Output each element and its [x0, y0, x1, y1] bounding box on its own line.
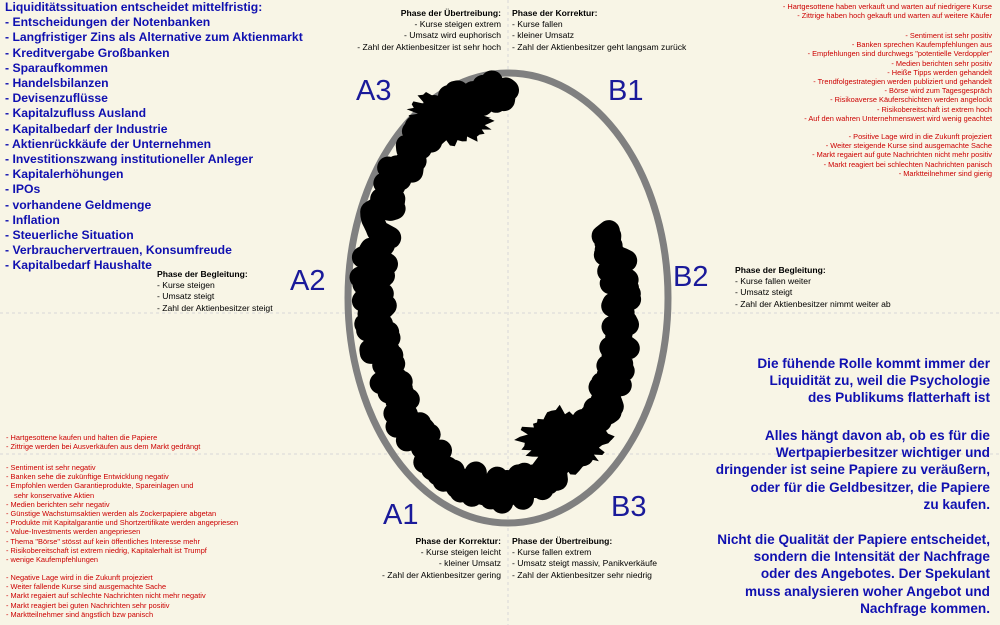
sentiment-top-group-2-line: - Risikoaverse Käuferschichten werden angelockt: [830, 95, 992, 105]
phase-a1-line: - Kurse steigen leicht: [420, 547, 501, 558]
sentiment-bottom-group-2-line: - Medien berichten sehr negativ: [6, 499, 110, 509]
liquidity-factor-item: - Verbrauchervertrauen, Konsumfreude: [5, 243, 232, 258]
sentiment-bottom-group-2-line: - Thema "Börse" stösst auf kein öffentliches Interesse mehr: [6, 536, 200, 546]
phase-b1-line: - Kurse fallen: [512, 19, 563, 30]
liquidity-factor-item: - IPOs: [5, 182, 41, 197]
phase-a3-line: - Zahl der Aktienbesitzer ist sehr hoch: [357, 41, 501, 52]
sentiment-top-group-3-line: - Markt reagiert bei schlechten Nachrichten panisch: [823, 159, 992, 169]
liquidity-factor-item: - Kapitalzufluss Ausland: [5, 106, 147, 121]
sentiment-top-group-3-line: - Positive Lage wird in die Zukunft projeziert: [848, 132, 992, 141]
sentiment-bottom-group-3-line: - Weiter fallende Kurse sind ausgemachte Sache: [6, 582, 167, 592]
note-paragraph-1-line: des Publikums flatterhaft ist: [807, 390, 990, 406]
liquidity-factor-item: - vorhandene Geldmenge: [5, 197, 152, 212]
sentiment-bottom-group-1: [6, 433, 200, 451]
sentiment-top-group-1-line: - Zittrige haben hoch gekauft und warten auf weitere Käufer: [797, 11, 992, 21]
liquidity-factor-item: - Kapitalbedarf der Industrie: [5, 121, 168, 136]
sentiment-top-group-1-line: - Hartgesottene haben verkauft und warten auf niedrigere Kurse: [782, 2, 992, 11]
label-b2: B2: [673, 261, 709, 293]
sentiment-bottom-group-2-line: - wenige Kaufempfehlungen: [6, 555, 99, 565]
note-paragraph-3-line: Nicht die Qualität der Papiere entscheidet,: [717, 532, 990, 547]
note-paragraph-2: [716, 427, 990, 513]
sentiment-bottom-group-1-line: - Zittrige werden bei Ausverkäufen aus dem Markt gedrängt: [6, 442, 201, 452]
sentiment-top-group-1: [783, 2, 992, 20]
note-paragraph-3-line: sondern die Intensität der Nachfrage: [753, 549, 990, 565]
note-paragraph-2-line: oder für die Geldbesitzer, die Papiere: [750, 479, 990, 495]
sentiment-bottom-group-2-line: - Sentiment ist sehr negativ: [6, 463, 96, 472]
phase-a2-line: - Zahl der Aktienbesitzer steigt: [157, 302, 273, 313]
phase-b1-line: - Zahl der Aktienbesitzer geht langsam zurück: [512, 41, 687, 52]
sentiment-top-group-2-line: - Medien berichten sehr positiv: [891, 58, 992, 68]
sentiment-bottom-group-2: [6, 463, 238, 564]
label-a1: A1: [383, 499, 419, 531]
phase-a3-line: - Kurse steigen extrem: [414, 19, 501, 30]
phase-a1: [339, 536, 501, 581]
sentiment-top-group-2-line: - Sentiment ist sehr positiv: [905, 31, 992, 40]
sentiment-top-group-2-line: - Heiße Tipps werden gehandelt: [887, 67, 992, 77]
sentiment-bottom-group-3-line: - Markt regaiert auf schlechte Nachrichten nicht mehr negativ: [6, 591, 206, 601]
sentiment-top-group-3-line: - Markt regaiert auf gute Nachrichten nicht mehr positiv: [812, 150, 992, 160]
sentiment-top-group-2: [804, 31, 992, 123]
note-paragraph-2-line: Alles hängt davon ab, ob es für die: [764, 428, 990, 443]
liquidity-factor-item: - Devisenzuflüsse: [5, 91, 108, 106]
note-paragraph-2-line: Wertpapierbesitzer wichtiger und: [775, 445, 990, 461]
sentiment-bottom-group-2-line: - Value-Investments werden angepriesen: [6, 527, 141, 537]
sentiment-top-group-2-line: - Auf den wahren Unternehmenswert wird wenig geachtet: [804, 113, 992, 123]
phase-a1-title: Phase der Korrektur:: [415, 536, 501, 546]
liquidity-factor-item: - Handelsbilanzen: [5, 76, 109, 91]
phase-b1: [512, 8, 686, 53]
sentiment-top-group-2-line: - Börse wird zum Tagesgespräch: [884, 86, 992, 96]
note-paragraph-3-line: muss analysieren woher Angebot und: [745, 583, 990, 599]
liquidity-factor-item: - Kreditvergabe Großbanken: [5, 45, 170, 60]
sentiment-bottom-group-1-line: - Hartgesottene kaufen und halten die Papiere: [6, 433, 158, 442]
sentiment-bottom-group-3-line: - Markt reagiert bei guten Nachrichten sehr positiv: [6, 600, 170, 610]
phase-b1-line: - kleiner Umsatz: [512, 30, 575, 41]
sentiment-top-group-3: [812, 132, 992, 178]
phase-b2: [735, 265, 891, 310]
liquidity-heading: Liquiditätssituation entscheidet mittelfristig:: [5, 0, 263, 14]
note-paragraph-3-line: oder des Angebotes. Der Spekulant: [760, 566, 990, 582]
phase-b3-line: - Umsatz steigt massiv, Panikverkäufe: [512, 558, 658, 569]
sentiment-top-group-2-line: - Empfehlungen sind durchwegs "potentielle Verdoppler": [807, 49, 992, 59]
sentiment-bottom-group-3-line: - Marktteilnehmer sind ängstlich bzw panisch: [6, 609, 154, 619]
phase-b3-title: Phase der Übertreibung:: [512, 536, 613, 546]
liquidity-factor-list: [5, 0, 315, 274]
liquidity-factor-item: - Sparaufkommen: [5, 60, 108, 75]
sentiment-top-group-3-line: - Marktteilnehmer sind gierig: [898, 168, 992, 178]
phase-b2-title: Phase der Begleitung:: [735, 265, 826, 275]
phase-a2: [157, 269, 273, 314]
note-paragraph-3: [717, 531, 990, 617]
sentiment-bottom-group-2-line: - Risikobereitschaft ist extrem niedrig, Kapitalerhalt ist Trumpf: [6, 545, 207, 555]
note-paragraph-1: [757, 355, 990, 407]
note-paragraph-2-line: zu kaufen.: [923, 496, 990, 512]
sentiment-top-group-2-line: - Banken sprechen Kaufempfehlungen aus: [851, 40, 992, 50]
label-a2: A2: [290, 265, 326, 297]
note-paragraph-3-line: Nachfrage kommen.: [860, 600, 990, 616]
phase-a3: [339, 8, 501, 53]
market-cycle-loop: [361, 81, 631, 502]
liquidity-factor-item: - Investitionszwang institutioneller Anleger: [5, 152, 254, 167]
sentiment-bottom-group-3: [6, 573, 206, 619]
note-paragraph-1-line: Liquidität zu, weil die Psychologie: [769, 373, 990, 389]
sentiment-bottom-group-2-line: - Produkte mit Kapitalgarantie und Shortzertifikate werden angepriesen: [6, 518, 239, 528]
sentiment-bottom-group-2-line: - Empfohlen werden Garantieprodukte, Spareinlagen und: [6, 481, 194, 491]
label-a3: A3: [356, 75, 392, 107]
label-b1: B1: [608, 75, 644, 107]
phase-b1-title: Phase der Korrektur:: [512, 8, 598, 18]
phase-a2-line: - Umsatz steigt: [157, 291, 215, 302]
phase-b2-line: - Zahl der Aktienbesitzer nimmt weiter ab: [735, 298, 891, 309]
sentiment-bottom-group-2-line: sehr konservative Aktien: [14, 490, 95, 500]
phase-a1-line: - kleiner Umsatz: [438, 558, 501, 569]
phase-b2-line: - Kurse fallen weiter: [735, 276, 811, 287]
sentiment-bottom-group-2-line: - Günstige Wachstumsaktien werden als Zockerpapiere abgetan: [6, 509, 217, 519]
label-b3: B3: [611, 491, 647, 523]
sentiment-top-group-2-line: - Trendfolgestrategien werden publiziert und gehandelt: [813, 77, 992, 87]
liquidity-factor-item: - Langfristiger Zins als Alternative zum Aktienmarkt: [5, 30, 303, 45]
liquidity-factor-item: - Steuerliche Situation: [5, 228, 134, 243]
phase-b3: [512, 536, 657, 581]
phase-a3-line: - Umsatz wird euphorisch: [404, 30, 501, 41]
liquidity-factor-item: - Kapitalbedarf Haushalte: [5, 258, 152, 273]
phase-a1-line: - Zahl der Aktienbesitzer gering: [382, 569, 501, 580]
phase-a2-title: Phase der Begleitung:: [157, 269, 248, 279]
note-paragraph-1-line: Die fühende Rolle kommt immer der: [757, 356, 990, 371]
sentiment-top-group-2-line: - Risikobereitschaft ist extrem hoch: [876, 104, 992, 114]
phase-b3-line: - Zahl der Aktienbesitzer sehr niedrig: [512, 569, 652, 580]
liquidity-factor-item: - Aktienrückkäufe der Unternehmen: [5, 136, 212, 151]
liquidity-factor-item: - Entscheidungen der Notenbanken: [5, 15, 211, 30]
sentiment-bottom-group-2-line: - Banken sehe die zukünftige Entwicklung negativ: [6, 472, 169, 482]
phase-b3-line: - Kurse fallen extrem: [512, 547, 592, 558]
sentiment-bottom-group-3-line: - Negative Lage wird in die Zukunft projeziert: [6, 573, 153, 582]
phase-a2-line: - Kurse steigen: [157, 280, 215, 291]
note-paragraph-2-line: dringender ist seine Papiere zu veräußern,: [715, 462, 990, 478]
liquidity-factor-item: - Inflation: [5, 212, 60, 227]
sentiment-top-group-3-line: - Weiter steigende Kurse sind ausgemachte Sache: [825, 141, 992, 151]
liquidity-factor-item: - Kapitalerhöhungen: [5, 167, 124, 182]
phase-b2-line: - Umsatz steigt: [735, 287, 793, 298]
phase-a3-title: Phase der Übertreibung:: [400, 8, 501, 18]
